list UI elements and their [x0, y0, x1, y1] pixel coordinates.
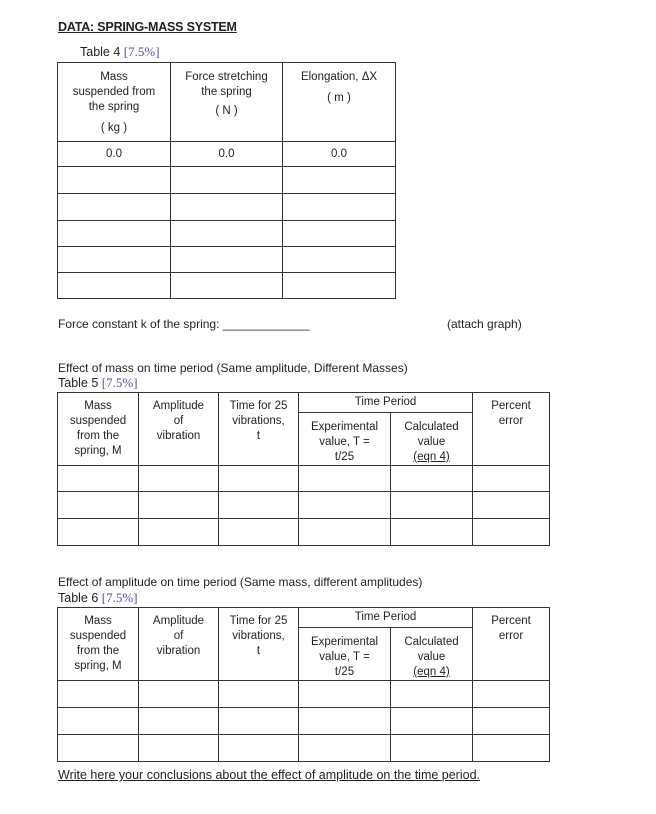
table6-header-percent-l1: Percent — [491, 615, 531, 627]
table4-header-mass-line1: Mass — [100, 71, 128, 83]
table4-header-elongation-unit: ( m ) — [327, 92, 351, 104]
table5-header-time25 — [219, 393, 299, 466]
table6-cell[interactable] — [299, 735, 391, 762]
table4-cell[interactable] — [283, 247, 396, 273]
table4-cell[interactable]: 0.0 — [58, 142, 171, 167]
table6-header-time25-l3: t — [256, 645, 261, 657]
table4-cell[interactable] — [283, 221, 396, 247]
table5-header-amplitude — [139, 393, 219, 466]
table4-cell[interactable] — [171, 167, 283, 194]
table4-cell[interactable] — [58, 273, 171, 299]
table6-header-calculated-l3: (eqn 4) — [413, 666, 450, 678]
table6-cell[interactable] — [219, 735, 299, 762]
table4-header-mass-line3: the spring — [88, 101, 140, 113]
table6-header-amplitude-l3: vibration — [156, 645, 201, 657]
table5-header-calculated-l3: (eqn 4) — [413, 451, 450, 463]
table5-cell[interactable] — [219, 519, 299, 546]
table5-header-time25-l3: t — [256, 430, 261, 442]
table5-cell[interactable] — [391, 519, 473, 546]
table4-header-mass — [58, 63, 171, 142]
table4-cell[interactable] — [58, 167, 171, 194]
table5-cell[interactable] — [58, 492, 139, 519]
table6-weight: [7.5%] — [101, 590, 138, 605]
table4-cell[interactable] — [283, 167, 396, 194]
table-row — [58, 492, 550, 519]
table5-header-percent — [473, 393, 550, 466]
table5-header-experimental-l2: value, T = — [319, 436, 370, 448]
table6-header-time25-l1: Time for 25 — [229, 615, 288, 627]
table5-header-mass-l1: Mass — [84, 400, 112, 412]
table5-description: Effect of mass on time period (Same amplitude, Different Masses) — [58, 361, 408, 375]
table5-cell[interactable] — [219, 492, 299, 519]
table6-header-experimental — [299, 628, 391, 681]
table-row — [58, 142, 396, 167]
table5-header-time25-l1: Time for 25 — [229, 400, 288, 412]
table6-cell[interactable] — [219, 681, 299, 708]
table5-cell[interactable] — [473, 492, 550, 519]
table6-caption — [58, 590, 138, 606]
table4-header-force — [171, 63, 283, 142]
table4-caption — [80, 44, 160, 60]
table6-cell[interactable] — [473, 708, 550, 735]
table5-cell[interactable] — [139, 492, 219, 519]
table4-cell[interactable] — [283, 194, 396, 221]
table6-description: Effect of amplitude on time period (Same mass, different amplitudes) — [58, 575, 423, 589]
table-row — [58, 273, 396, 299]
table6-header-amplitude-l2: of — [173, 630, 184, 642]
table6-cell[interactable] — [139, 708, 219, 735]
table6-header-amplitude — [139, 608, 219, 681]
table4-cell[interactable] — [171, 273, 283, 299]
table5-header-calculated-l2: value — [417, 436, 446, 448]
table6-header-time25-l2: vibrations, — [232, 630, 285, 642]
table6-cell[interactable] — [473, 735, 550, 762]
table5-header-amplitude-l2: of — [173, 415, 184, 427]
table4-header-elongation — [283, 63, 396, 142]
table6-cell[interactable] — [391, 681, 473, 708]
table5-header-mass-l4: spring, M — [74, 445, 122, 457]
page-heading: DATA: SPRING-MASS SYSTEM — [58, 20, 237, 34]
table6 — [57, 607, 550, 762]
table5-header-calculated-l1: Calculated — [404, 421, 459, 433]
table6-caption-text: Table 6 — [58, 591, 99, 605]
table-row — [58, 519, 550, 546]
table6-header-mass — [58, 608, 139, 681]
table6-header-experimental-l3: t/25 — [334, 666, 355, 678]
table4-cell[interactable] — [283, 273, 396, 299]
table6-cell[interactable] — [58, 681, 139, 708]
table5-header-time-period: Time Period — [299, 393, 473, 413]
table4 — [57, 62, 396, 299]
table-row — [58, 247, 396, 273]
table4-header-force-line1: Force stretching — [185, 71, 268, 83]
table5 — [57, 392, 550, 546]
table4-header-force-unit: ( N ) — [215, 105, 238, 117]
table6-header-amplitude-l1: Amplitude — [152, 615, 205, 627]
force-constant-label: Force constant k of the spring: _____________ — [58, 317, 310, 331]
conclusion-prompt: Write here your conclusions about the effect of amplitude on the time period. — [58, 768, 481, 782]
table6-header-calculated-l2: value — [417, 651, 446, 663]
table5-cell[interactable] — [391, 466, 473, 492]
table6-cell[interactable] — [391, 708, 473, 735]
table6-header-time25 — [219, 608, 299, 681]
table6-header-mass-l1: Mass — [84, 615, 112, 627]
table5-header-amplitude-l1: Amplitude — [152, 400, 205, 412]
table5-header-experimental-l3: t/25 — [334, 451, 355, 463]
table5-cell[interactable] — [473, 466, 550, 492]
table6-cell[interactable] — [473, 681, 550, 708]
table4-cell[interactable] — [58, 221, 171, 247]
table5-header-calculated — [391, 413, 473, 466]
table-row — [58, 708, 550, 735]
table6-cell[interactable] — [139, 681, 219, 708]
table5-cell[interactable] — [58, 519, 139, 546]
table5-header-amplitude-l3: vibration — [156, 430, 201, 442]
table5-cell[interactable] — [391, 492, 473, 519]
table5-caption-text: Table 5 — [58, 376, 99, 390]
table5-header-experimental-l1: Experimental — [310, 421, 379, 433]
table6-header-mass-l3: from the — [76, 645, 120, 657]
table6-cell[interactable] — [58, 735, 139, 762]
table5-cell[interactable] — [219, 466, 299, 492]
table4-cell[interactable]: 0.0 — [283, 142, 396, 167]
table5-cell[interactable] — [299, 492, 391, 519]
table6-header-experimental-l1: Experimental — [310, 636, 379, 648]
table-row — [58, 466, 550, 492]
table5-header-percent-l1: Percent — [491, 400, 531, 412]
table6-header-experimental-l2: value, T = — [319, 651, 370, 663]
table6-header-mass-l4: spring, M — [74, 660, 122, 672]
table6-cell[interactable] — [391, 735, 473, 762]
table4-header-elongation-line1: Elongation, ΔX — [300, 71, 378, 83]
table4-cell[interactable] — [171, 221, 283, 247]
table6-header-mass-l2: suspended — [69, 630, 127, 642]
table-row — [58, 167, 396, 194]
table5-cell[interactable] — [473, 519, 550, 546]
table6-header-percent-l2: error — [498, 630, 524, 642]
table6-cell[interactable] — [299, 681, 391, 708]
table5-cell[interactable] — [299, 519, 391, 546]
table5-weight: [7.5%] — [101, 375, 138, 390]
table6-cell[interactable] — [58, 708, 139, 735]
table4-header-force-line2: the spring — [201, 86, 252, 98]
table6-cell[interactable] — [299, 708, 391, 735]
table4-weight: [7.5%] — [123, 44, 160, 59]
table6-header-time-period: Time Period — [299, 608, 473, 628]
table4-cell[interactable] — [58, 247, 171, 273]
table5-header-mass — [58, 393, 139, 466]
table5-header-mass-l3: from the — [76, 430, 120, 442]
table4-caption-text: Table 4 — [80, 45, 121, 59]
table4-cell[interactable] — [171, 194, 283, 221]
table5-cell[interactable] — [139, 519, 219, 546]
table5-cell[interactable] — [299, 466, 391, 492]
table5-header-time25-l2: vibrations, — [232, 415, 285, 427]
table6-header-calculated — [391, 628, 473, 681]
table-row — [58, 221, 396, 247]
table5-header-experimental — [299, 413, 391, 466]
table6-header-calculated-l1: Calculated — [404, 636, 459, 648]
table-row — [58, 735, 550, 762]
table4-cell[interactable] — [171, 247, 283, 273]
table5-header-percent-l2: error — [498, 415, 524, 427]
table4-cell[interactable]: 0.0 — [171, 142, 283, 167]
attach-graph-note: (attach graph) — [447, 317, 522, 331]
table5-header-mass-l2: suspended — [69, 415, 127, 427]
table4-header-mass-line2: suspended from — [72, 86, 156, 98]
table5-cell[interactable] — [58, 466, 139, 492]
table6-cell[interactable] — [219, 708, 299, 735]
table5-caption — [58, 375, 138, 391]
table-row — [58, 194, 396, 221]
table4-header-mass-unit: ( kg ) — [100, 122, 128, 134]
table5-cell[interactable] — [139, 466, 219, 492]
table-row — [58, 681, 550, 708]
table4-cell[interactable] — [58, 194, 171, 221]
table6-cell[interactable] — [139, 735, 219, 762]
table6-header-percent — [473, 608, 550, 681]
